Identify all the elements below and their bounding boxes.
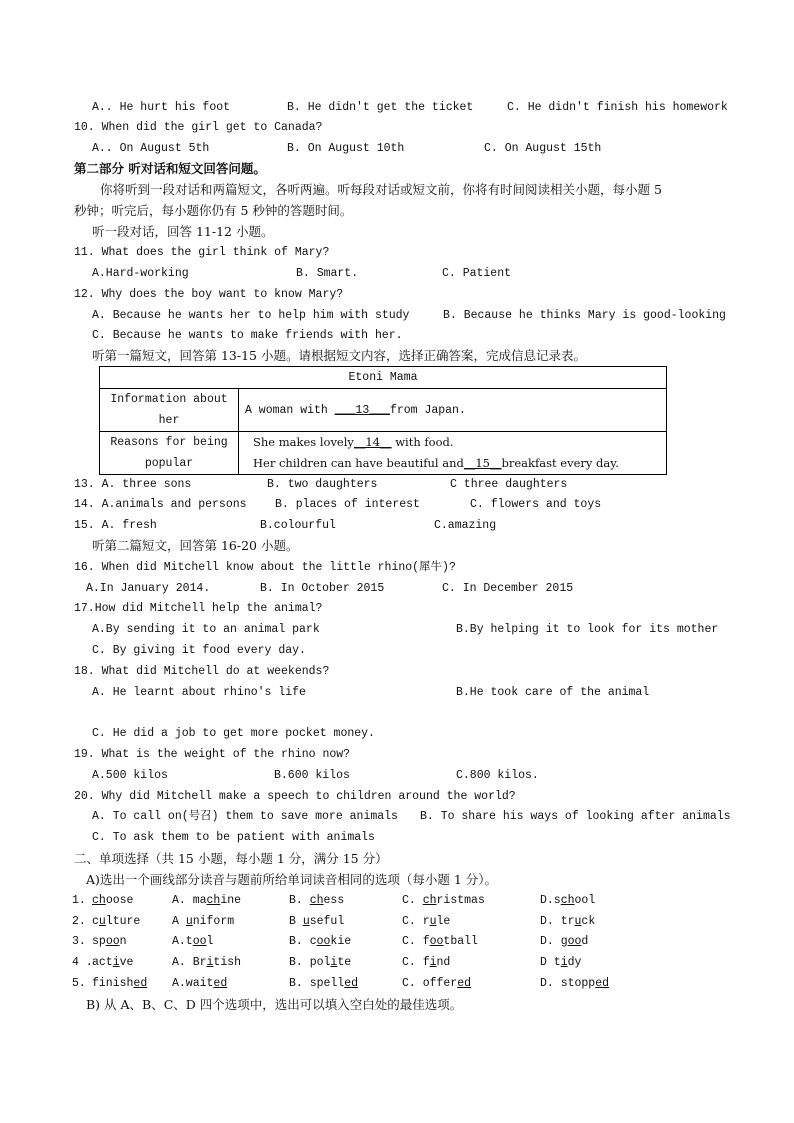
info-record-table [99, 366, 667, 475]
underlined-part: i [560, 956, 568, 969]
word-part: niform [192, 915, 235, 928]
underlined-part: ch [309, 894, 324, 907]
q16-option-a: A.In January 2014. [86, 582, 211, 595]
q10-option-a: A.. On August 5th [92, 142, 210, 155]
underlined-part: ed [457, 977, 472, 990]
word-part: le [436, 915, 451, 928]
q10-option-b: B. On August 10th [287, 142, 405, 155]
underlined-part: ed [213, 977, 228, 990]
word-part: nd [436, 956, 451, 969]
word-part: act [92, 956, 113, 969]
word-part: tish [213, 956, 242, 969]
underlined-part: u [302, 915, 310, 928]
cell-text: from Japan. [389, 403, 466, 417]
cell-text: She makes lovely [253, 435, 354, 449]
phonics-option-b [289, 914, 344, 930]
q20-option-b: B. To share his ways of looking after animals [420, 810, 731, 823]
q19-stem: 19. What is the weight of the rhino now? [74, 748, 351, 761]
word-part: n [119, 935, 127, 948]
underlined-part: oo [429, 935, 444, 948]
table-title: Etoni Mama [100, 367, 667, 389]
underlined-part: u [185, 915, 193, 928]
word-part: sp [92, 935, 106, 948]
word-part: A. Br [172, 956, 207, 969]
word-part: oose [105, 894, 134, 907]
passage2-instruction: 听第二篇短文，回答第 16-20 小题。 [92, 538, 299, 553]
q12-option-b: B. Because he thinks Mary is good-looking [443, 309, 726, 322]
q17-option-b: B.By helping it to look for its mother [456, 623, 719, 636]
dialog-instruction: 听一段对话，回答 11-12 小题。 [92, 224, 274, 239]
word-part: finish [92, 977, 134, 990]
underlined-part: ed [344, 977, 359, 990]
phonics-option-a [172, 934, 213, 950]
underlined-part: i [429, 956, 437, 969]
q13-option-c: C three daughters [450, 478, 568, 491]
phonics-target-word [92, 955, 133, 971]
word-part: A.t [172, 935, 193, 948]
table-label-reasons [100, 432, 239, 475]
q19-option-a: A.500 kilos [92, 769, 168, 782]
q19-option-b: B.600 kilos [274, 769, 350, 782]
word-part: B. c [289, 935, 317, 948]
word-part: l [206, 935, 214, 948]
word-part: B. spell [289, 977, 345, 990]
q13-stem: 13. A. three sons [74, 478, 192, 491]
word-part: c [92, 915, 99, 928]
underlined-part: i [112, 956, 120, 969]
q13-option-b: B. two daughters [267, 478, 378, 491]
word-part: C. f [402, 935, 430, 948]
underlined-part: i [330, 956, 338, 969]
word-part: A.wait [172, 977, 214, 990]
q16-option-c: C. In December 2015 [442, 582, 574, 595]
q9-option-c: C. He didn't finish his homework [507, 101, 728, 114]
q20-option-c: C. To ask them to be patient with animals [92, 831, 375, 844]
phonics-option-a [172, 893, 241, 909]
underlined-part: ch [92, 894, 106, 907]
word-part: A [172, 915, 186, 928]
word-part: ess [323, 894, 345, 907]
word-part: d [581, 935, 589, 948]
table-cell-reasons [239, 432, 667, 475]
word-part: C. offer [402, 977, 458, 990]
word-part: ristmas [436, 894, 485, 907]
phonics-option-b [289, 893, 344, 909]
phonics-option-c [402, 893, 485, 909]
phonics-option-c [402, 976, 471, 992]
part2-intro-line2: 秒钟；听完后，每小题你仍有 5 秒钟的答题时间。 [74, 203, 353, 218]
phonics-number: 5. [72, 977, 86, 990]
underlined-part: u [429, 915, 437, 928]
label-line1: Information about [110, 393, 228, 406]
q17-option-c: C. By giving it food every day. [92, 644, 306, 657]
phonics-option-b [289, 934, 351, 950]
q11-option-a: A.Hard-working [92, 267, 189, 280]
phonics-option-a [172, 976, 227, 992]
q16-option-b: B. In October 2015 [260, 582, 385, 595]
underlined-part: oo [192, 935, 207, 948]
phonics-number: 4 . [72, 956, 93, 969]
q18-stem: 18. What did Mitchell do at weekends? [74, 665, 330, 678]
word-part: B. [289, 894, 310, 907]
blank-15: __15__ [463, 456, 502, 470]
phonics-target-word [92, 914, 140, 930]
phonics-number: 3. [72, 935, 86, 948]
phonics-target-word [92, 893, 133, 909]
q12-stem: 12. Why does the boy want to know Mary? [74, 288, 344, 301]
word-part: D. tr [540, 915, 575, 928]
underlined-part: u [98, 915, 106, 928]
cell-text: A woman with [245, 403, 335, 417]
cell-text: breakfast every day. [501, 456, 619, 470]
q15-stem: 15. A. fresh [74, 519, 157, 532]
word-part: C. f [402, 956, 430, 969]
underlined-part: oo [567, 935, 582, 948]
q15-option-b: B.colourful [260, 519, 336, 532]
word-part: D.s [540, 894, 561, 907]
underlined-part: i [206, 956, 214, 969]
label-line1: Reasons for being [110, 436, 228, 449]
underlined-part: ch [422, 894, 437, 907]
q18-option-a: A. He learnt about rhino's life [92, 686, 306, 699]
word-part: D. stopp [540, 977, 596, 990]
phonics-option-d [540, 914, 595, 930]
word-part: ool [574, 894, 596, 907]
phonics-target-word [92, 934, 127, 950]
word-part: ck [581, 915, 596, 928]
q9-option-b: B. He didn't get the ticket [287, 101, 474, 114]
phonics-number: 2. [72, 915, 86, 928]
label-line2: popular [144, 457, 194, 470]
q14-option-c: C. flowers and toys [470, 498, 602, 511]
q12-option-a: A. Because he wants her to help him with study [92, 309, 410, 322]
section2-heading: 二、单项选择（共 15 小题，每小题 1 分，满分 15 分） [74, 851, 388, 866]
phonics-option-d [540, 976, 609, 992]
table-cell-information [239, 389, 667, 432]
word-part: dy [567, 956, 582, 969]
q11-stem: 11. What does the girl think of Mary? [74, 246, 330, 259]
word-part: A. ma [172, 894, 207, 907]
word-part: C. r [402, 915, 430, 928]
phonics-option-c [402, 955, 450, 971]
cell-text: Her children can have beautiful and [253, 456, 464, 470]
word-part: D. g [540, 935, 568, 948]
word-part: te [337, 956, 352, 969]
q14-option-b: B. places of interest [275, 498, 420, 511]
word-part: C. [402, 894, 423, 907]
word-part: B. pol [289, 956, 331, 969]
q12-option-c: C. Because he wants to make friends with her. [92, 329, 403, 342]
part2-heading: 第二部分 听对话和短文回答问题。 [74, 161, 266, 176]
word-part: kie [330, 935, 352, 948]
cell-text: with food. [391, 435, 454, 449]
table-label-information [100, 389, 239, 432]
word-part: tball [443, 935, 478, 948]
underlined-part: oo [316, 935, 331, 948]
phonics-option-c [402, 934, 478, 950]
phonics-option-d [540, 934, 588, 950]
passage1-instruction: 听第一篇短文，回答第 13-15 小题。请根据短文内容，选择正确答案，完成信息记录表。 [92, 348, 586, 363]
q20-stem: 20. Why did Mitchell make a speech to children around the world? [74, 790, 516, 803]
underlined-part: u [574, 915, 582, 928]
word-part: B [289, 915, 303, 928]
q20-option-a: A. To call on(号召) them to save more animals [92, 810, 398, 823]
q10-stem: 10. When did the girl get to Canada? [74, 121, 323, 134]
phonics-option-b [289, 976, 358, 992]
underlined-part: ed [133, 977, 148, 990]
q11-option-c: C. Patient [442, 267, 512, 280]
q9-option-a: A.. He hurt his foot [92, 101, 231, 114]
word-part: D t [540, 956, 561, 969]
word-part: lture [105, 915, 141, 928]
q15-option-c: C.amazing [434, 519, 497, 532]
blank-14: __14__ [353, 435, 392, 449]
word-part: seful [309, 915, 345, 928]
q17-option-a: A.By sending it to an animal park [92, 623, 320, 636]
label-line2: her [158, 414, 180, 427]
phonics-option-d [540, 893, 595, 909]
blank-13: ___13___ [334, 403, 390, 417]
q16-stem: 16. When did Mitchell know about the little rhino(犀牛)? [74, 561, 456, 574]
phonics-option-d [540, 955, 581, 971]
q14-stem: 14. A.animals and persons [74, 498, 247, 511]
part2-intro-line1: 你将听到一段对话和两篇短文，各听两遍。听每段对话或短文前，你将有时间阅读相关小题，每小题 5 [100, 182, 662, 197]
section2-partB: B) 从 A、B、C、D 四个选项中，选出可以填入空白处的最佳选项。 [86, 997, 463, 1012]
q18-option-c: C. He did a job to get more pocket money. [92, 727, 375, 740]
word-part: ve [119, 956, 134, 969]
word-part: ine [220, 894, 242, 907]
phonics-option-b [289, 955, 351, 971]
underlined-part: ch [206, 894, 221, 907]
phonics-option-c [402, 914, 450, 930]
phonics-number: 1. [72, 894, 86, 907]
q17-stem: 17.How did Mitchell help the animal? [74, 602, 323, 615]
underlined-part: oo [105, 935, 120, 948]
q18-option-b: B.He took care of the animal [456, 686, 650, 699]
phonics-option-a [172, 955, 241, 971]
q19-option-c: C.800 kilos. [456, 769, 539, 782]
underlined-part: ch [560, 894, 575, 907]
section2-partA: A)选出一个画线部分读音与题前所给单词读音相同的选项（每小题 1 分）。 [86, 872, 498, 887]
phonics-target-word [92, 976, 147, 992]
q10-option-c: C. On August 15th [484, 142, 602, 155]
underlined-part: ed [595, 977, 610, 990]
phonics-option-a [172, 914, 234, 930]
q11-option-b: B. Smart. [296, 267, 359, 280]
